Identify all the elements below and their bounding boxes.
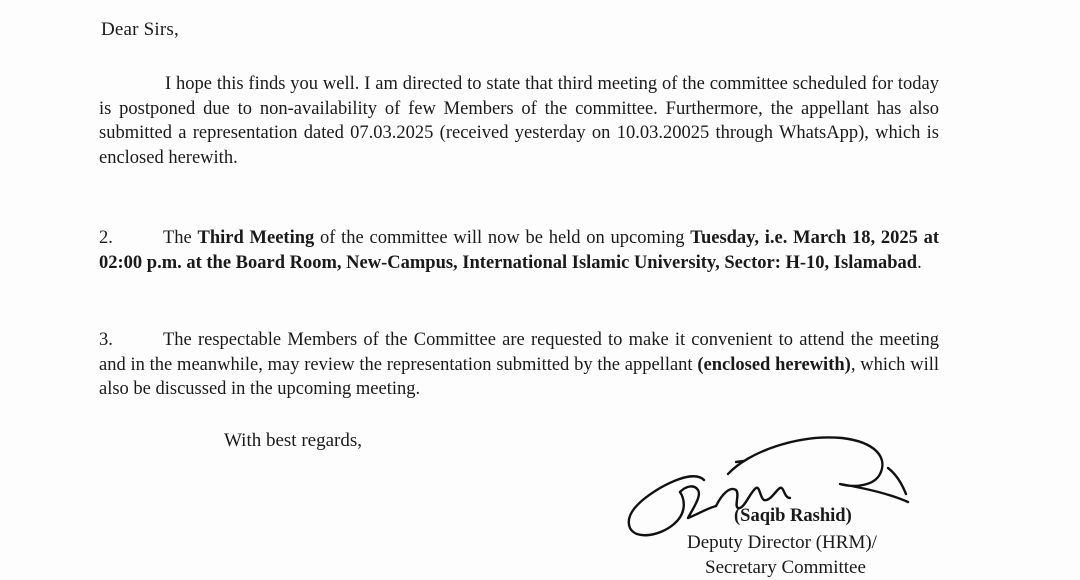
- paragraph-2: [99, 226, 939, 275]
- closing: With best regards,: [224, 430, 363, 451]
- paragraph-3-number: 3.: [99, 330, 113, 350]
- signature-z-stroke: [680, 486, 716, 518]
- paragraph-2-number: 2.: [99, 228, 113, 248]
- paragraph-3-text-b: , which will also be discussed in the upcoming meeting.: [99, 354, 939, 400]
- paragraph-2-text-b: of the committee will now be held on upcoming: [314, 228, 691, 248]
- signatory-name: (Saqib Rashid): [734, 506, 852, 526]
- signature-tail-stroke: [888, 468, 906, 494]
- signature-sweep-stroke: [728, 437, 908, 502]
- paragraph-2-text-a: The: [163, 228, 198, 248]
- paragraph-3-text-a: The respectable Members of the Committee are requested to make it convenient to attend the meeting and in the meanwhile, may review the representation submitted by the appellant: [99, 330, 939, 375]
- signatory-committee-role: Secretary Committee: [705, 557, 866, 578]
- signature-dot-stroke: [736, 461, 744, 462]
- signatory-designation: Deputy Director (HRM)/: [687, 532, 877, 553]
- paragraph-3: [99, 328, 939, 402]
- meeting-date-venue: Tuesday, i.e. March 18, 2025 at 02:00 p.m. at the Board Room, New-Campus, International Islamic University, Sector: H-10, Islamabad: [99, 228, 939, 273]
- enclosure-note: (enclosed herewith): [697, 354, 851, 375]
- meeting-label: Third Meeting: [197, 228, 315, 248]
- signature-loop-stroke: [629, 476, 704, 535]
- paragraph-1: I hope this finds you well. I am directed to state that third meeting of the committee scheduled for today is postponed due to non-availability of few Members of the committee. Furthermore, the appellant has also submitted a representation dated 07.03.2025 (received yesterday on 10.03.20025 through WhatsApp), which is enclosed herewith.: [99, 74, 939, 168]
- handwritten-signature: [618, 428, 918, 548]
- paragraph-2-text-c: .: [917, 252, 922, 273]
- salutation: Dear Sirs,: [101, 19, 179, 40]
